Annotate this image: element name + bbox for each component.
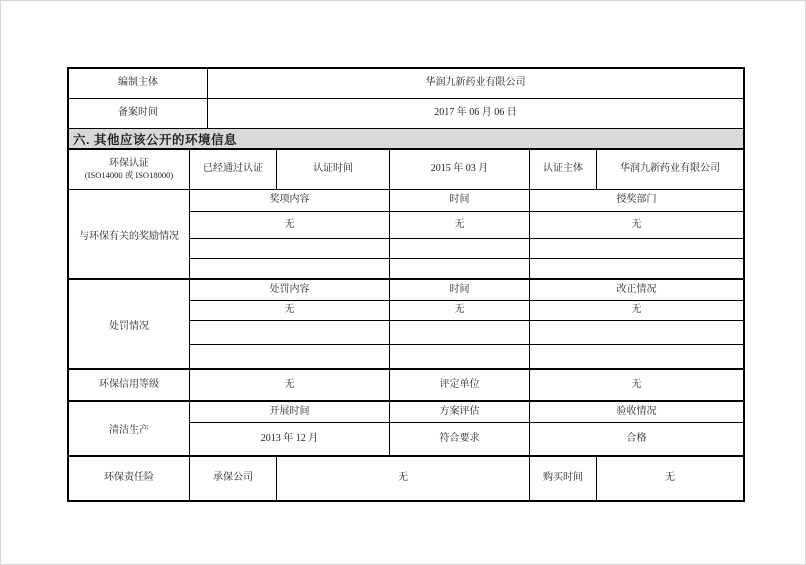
- awards-empty-row: [190, 259, 743, 278]
- credit-rating-label: 环保信用等级: [69, 370, 190, 400]
- row-liability-insurance: [69, 457, 743, 500]
- penalty-time-value: 无: [390, 301, 530, 320]
- awards-header-content: 奖项内容: [190, 190, 390, 211]
- penalty-content-value: 无: [190, 301, 390, 320]
- awards-data-row: [190, 212, 743, 239]
- credit-rating-unit-label: 评定单位: [390, 370, 530, 400]
- penalty-content-empty: [190, 345, 390, 368]
- clean-acceptance-value: 合格: [626, 432, 647, 444]
- clean-production-data-row: [190, 423, 743, 455]
- compiling-entity-label: 编制主体: [69, 69, 208, 98]
- penalty-time-empty: [390, 321, 530, 344]
- clean-production-label: 清洁生产: [69, 402, 190, 455]
- clean-production-body: [190, 402, 743, 455]
- clean-plan-value: 符合要求: [390, 423, 530, 455]
- clean-header-acceptance: 验收情况: [616, 405, 657, 417]
- row-compiling-entity: [69, 69, 743, 99]
- insurance-time-value: 无: [665, 472, 675, 484]
- penalty-empty-row: [190, 321, 743, 345]
- credit-rating-value: 无: [190, 370, 390, 400]
- row-filing-time: [69, 99, 743, 129]
- certification-time-label: 认证时间: [277, 150, 390, 189]
- filing-time-value: 2017 年 06 月 06 日: [434, 107, 517, 119]
- awards-content-empty: [190, 239, 390, 258]
- awards-header-dept: 授奖部门: [616, 194, 657, 206]
- awards-dept-empty: [530, 259, 743, 278]
- filing-time-label: 备案时间: [69, 99, 208, 128]
- certification-subject-label: 认证主体: [530, 150, 597, 189]
- penalty-time-empty: [390, 345, 530, 368]
- awards-content-value: 无: [190, 212, 390, 238]
- awards-time-empty: [390, 239, 530, 258]
- awards-empty-row: [190, 239, 743, 259]
- certification-label: [69, 150, 190, 189]
- penalty-header-time: 时间: [390, 280, 530, 300]
- penalty-correction-empty: [530, 321, 743, 344]
- penalty-empty-row: [190, 345, 743, 368]
- penalty-correction-value: 无: [631, 304, 642, 316]
- environment-info-table: [67, 67, 745, 502]
- row-credit-rating: [69, 370, 743, 402]
- insurance-time-label: 购买时间: [530, 457, 597, 500]
- certification-status: 已经通过认证: [190, 150, 277, 189]
- awards-dept-empty: [530, 239, 743, 258]
- group-clean-production: [69, 402, 743, 457]
- clean-header-start: 开展时间: [190, 402, 390, 422]
- awards-time-value: 无: [390, 212, 530, 238]
- insurance-label: 环保责任险: [69, 457, 190, 500]
- clean-production-header-row: [190, 402, 743, 423]
- awards-content-empty: [190, 259, 390, 278]
- penalty-header-row: [190, 280, 743, 301]
- section-title: 六. 其他应该公开的环境信息: [73, 132, 237, 147]
- penalty-data-row: [190, 301, 743, 321]
- awards-body: [190, 190, 743, 278]
- awards-label: 与环保有关的奖励情况: [69, 190, 190, 278]
- penalty-correction-empty: [530, 345, 743, 368]
- credit-rating-unit-value: 无: [631, 378, 642, 390]
- clean-header-plan: 方案评估: [390, 402, 530, 422]
- certification-subject-value: 华润九新药业有限公司: [620, 163, 720, 175]
- clean-start-value: 2013 年 12 月: [190, 423, 390, 455]
- certification-label-line1: 环保认证: [109, 157, 149, 169]
- section-header-row: [69, 129, 743, 150]
- compiling-entity-value: 华润九新药业有限公司: [425, 77, 526, 89]
- awards-time-empty: [390, 259, 530, 278]
- insurance-company-value: 无: [277, 457, 530, 500]
- awards-dept-value: 无: [631, 218, 642, 230]
- penalty-header-correction: 改正情况: [616, 283, 657, 295]
- certification-label-line2: (ISO14000 或 ISO18000): [84, 170, 174, 181]
- insurance-company-label: 承保公司: [190, 457, 277, 500]
- penalty-header-content: 处罚内容: [190, 280, 390, 300]
- penalty-content-empty: [190, 321, 390, 344]
- row-certification: [69, 150, 743, 190]
- penalty-label: 处罚情况: [69, 280, 190, 368]
- awards-header-time: 时间: [390, 190, 530, 211]
- group-penalty: [69, 280, 743, 370]
- penalty-body: [190, 280, 743, 368]
- group-awards: [69, 190, 743, 280]
- certification-time-value: 2015 年 03 月: [390, 150, 530, 189]
- awards-header-row: [190, 190, 743, 212]
